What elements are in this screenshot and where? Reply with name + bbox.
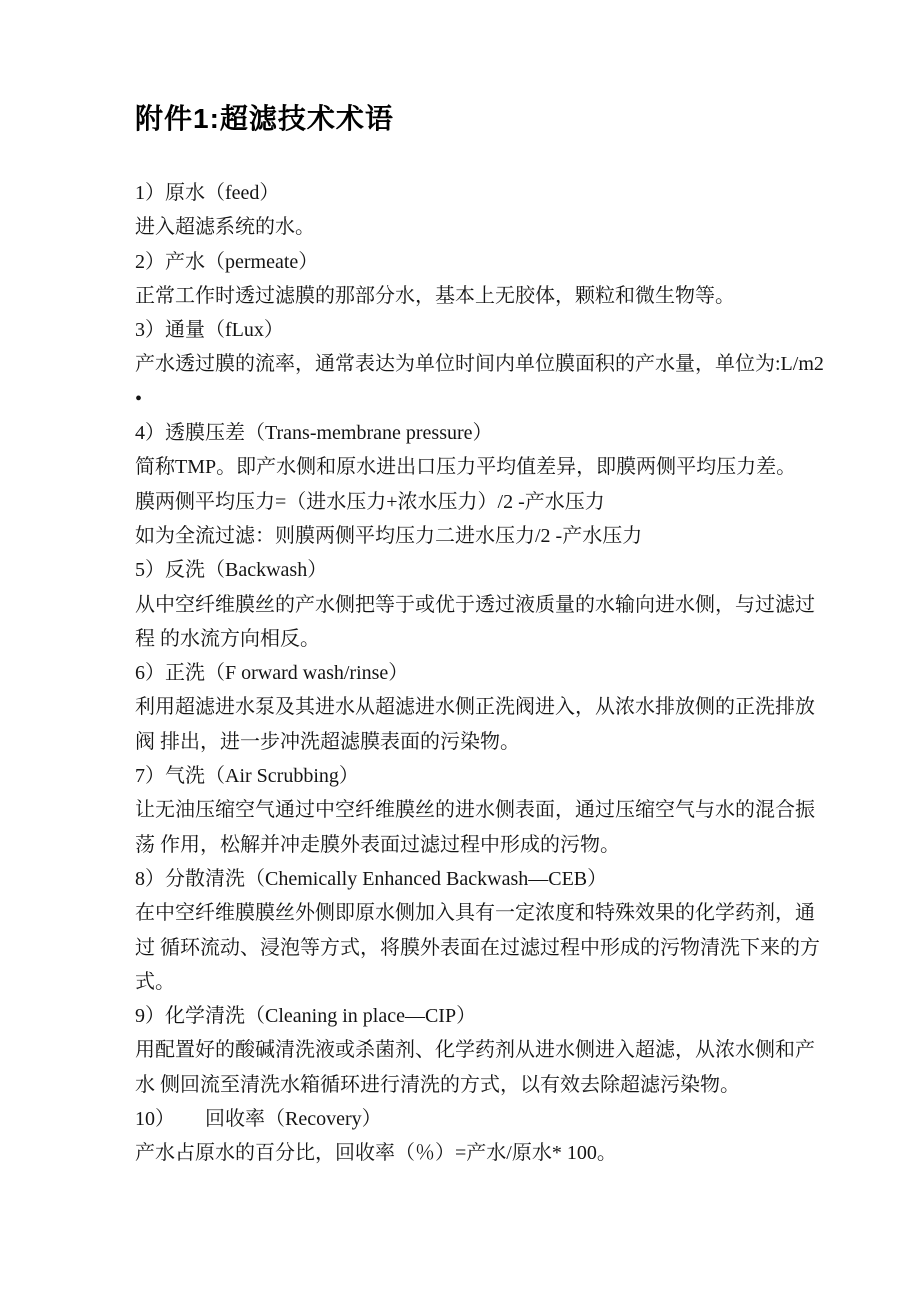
text-line: 正常工作时透过滤膜的那部分水，基本上无胶体，颗粒和微生物等。: [135, 284, 735, 307]
text-line: 用配置好的酸碱清洗液或杀菌剂、化学药剂从进水侧进入超滤，从浓水侧和产: [135, 1039, 815, 1062]
text-line: 让无油压缩空气通过中空纤维膜丝的进水侧表面，通过压缩空气与水的混合振: [135, 799, 815, 822]
text-line: 利用超滤进水泵及其进水从超滤进水侧正洗阀进入，从浓水排放侧的正洗排放: [135, 696, 815, 719]
text-line: 9）化学清洗（Cleaning in place—CIP）: [135, 1005, 477, 1028]
text-line: 程 的水流方向相反。: [135, 627, 320, 650]
text-line: 产水占原水的百分比，回收率（％）=产水/原水* 100。: [135, 1142, 617, 1165]
text-line: 如为全流过滤：则膜两侧平均压力二进水压力/2 -产水压力: [135, 524, 643, 547]
text-line: 简称TMP。即产水侧和原水进出口压力平均值差异，即膜两侧平均压力差。: [135, 456, 797, 479]
text-line: 产水透过膜的流率，通常表达为单位时间内单位膜面积的产水量，单位为:L/m2: [135, 353, 824, 376]
text-line: 10） 回收率（Recovery）: [135, 1108, 382, 1131]
text-line: 阀 排出，进一步冲洗超滤膜表面的污染物。: [135, 730, 520, 753]
text-line: 从中空纤维膜丝的产水侧把等于或优于透过液质量的水输向进水侧，与过滤过: [135, 593, 815, 616]
text-line: 式。: [135, 970, 175, 993]
text-line: 过 循环流动、浸泡等方式，将膜外表面在过滤过程中形成的污物清洗下来的方: [135, 936, 820, 959]
text-line: 4）透膜压差（Trans-membrane pressure）: [135, 422, 493, 445]
text-line: 6）正洗（F orward wash/rinse）: [135, 662, 409, 685]
text-line: 2）产水（permeate）: [135, 250, 319, 273]
text-line: 7）气洗（Air Scrubbing）: [135, 765, 359, 788]
text-line: 荡 作用，松解并冲走膜外表面过滤过程中形成的污物。: [135, 833, 620, 856]
text-line: 1）原水（feed）: [135, 182, 280, 204]
text-line: 5）反洗（Backwash）: [135, 559, 328, 582]
document-body: [135, 176, 824, 1171]
text-line: 在中空纤维膜膜丝外侧即原水侧加入具有一定浓度和特殊效果的化学药剂，通: [135, 902, 815, 925]
text-line: 膜两侧平均压力=（进水压力+浓水压力）/2 -产水压力: [135, 490, 605, 513]
text-line: 8）分散清洗（Chemically Enhanced Backwash—CEB）: [135, 867, 608, 890]
text-line: 水 侧回流至清洗水箱循环进行清洗的方式，以有效去除超滤污染物。: [135, 1073, 740, 1096]
document-title: 附件1:超滤技术术语: [135, 103, 394, 134]
text-line: 3）通量（fLux）: [135, 319, 284, 342]
text-line: •: [135, 387, 143, 410]
text-line: 进入超滤系统的水。: [135, 216, 315, 239]
